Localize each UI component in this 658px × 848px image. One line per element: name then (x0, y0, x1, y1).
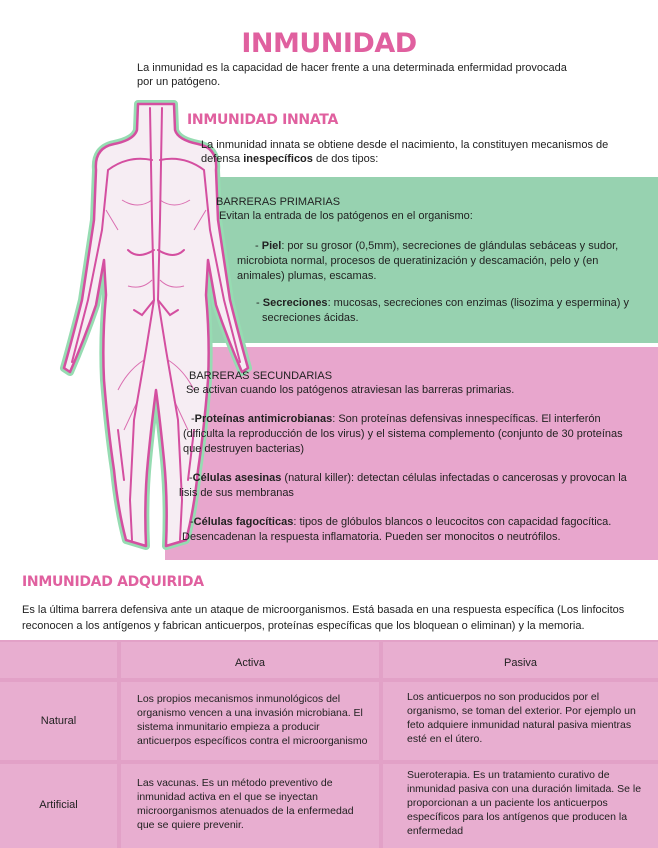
row-label-artificial: Artificial (0, 764, 117, 848)
fagociticas-label: Células fagocíticas (193, 516, 294, 528)
fagociticas-item: -Células fagocíticas: tipos de glóbulos blancos o leucocitos con capacidad fagocítica. Desencadenan la respuesta inflamatoria. Pueden ser monocitos o neutrófilos. (182, 516, 612, 543)
asesinas-label: Células asesinas (192, 472, 282, 484)
fagociticas-text: : tipos de glóbulos blancos o leucocitos con capacidad fagocítica. Desencadenan la respuesta inflamatoria. Pueden ser monocitos o neutrófilos. (182, 516, 612, 543)
piel-label: Piel (261, 240, 282, 252)
acquired-immunity-description: Es la última barrera defensiva ante un ataque de microorganismos. Está basada en una respuesta específica (Los linfocitos reconocen a los antígenos y fabrican anticuerpos, proteínas específicas que los bloquean o eliminan) y la memoria. (22, 604, 625, 632)
secreciones-item: - Secreciones: mucosas, secreciones con enzimas (lisozima y espermina) y secreciones ácidas. (256, 297, 629, 324)
primary-barriers-subtitle: Evitan la entrada de los patógenos en el organismo: (219, 210, 473, 222)
proteinas-label: Proteínas antimicrobianas (194, 413, 333, 425)
secreciones-label: Secreciones (262, 297, 328, 309)
innate-immunity-heading: INMUNIDAD INNATA (187, 112, 338, 128)
primary-barriers-title: BARRERAS PRIMARIAS (216, 196, 341, 208)
innate-desc-bold: inespecíficos (243, 153, 313, 165)
proteinas-item: -Proteínas antimicrobianas: Son proteínas defensivas innespecíficas. El interferón (dificulta la reproducción de los virus) y el sistema complemento (conjunto de 30 proteínas que destruyen bacterias) (183, 413, 623, 455)
cell-artificial-activa: Las vacunas. Es un método preventivo de inmunidad activa en el que se inyectan microorganismos atenuados de la enfermedad que se quiere prevenir. (121, 764, 379, 848)
row-label-natural: Natural (0, 682, 117, 760)
asesinas-item: -Células asesinas (natural killer): detectan células infectadas o cancerosas y provocan la lisis de sus membranas (179, 472, 627, 499)
innate-immunity-description (201, 138, 641, 166)
cell-artificial-pasiva: Sueroterapia. Es un tratamiento curativo de inmunidad pasiva con una duración limitada. Se le proporcionan a un paciente los anticuerpos específicos para los antígenos que producen la enfermedad (383, 764, 658, 848)
table-corner-cell (0, 642, 117, 678)
piel-item: - Piel: por su grosor (0,5mm), secreciones de glándulas sebáceas y sudor, microbiota normal, procesos de queratinización y descamación, pelo y (en animales) plumas, escamas. (237, 240, 619, 282)
cell-natural-activa: Los propios mecanismos inmunológicos del organismo vencen a una invasión microbiana. El sistema inmunitario empieza a producir anticuerpos específicos contra el microorganismo (121, 682, 379, 760)
acquired-immunity-heading: INMUNIDAD ADQUIRIDA (22, 574, 204, 590)
cell-natural-pasiva: Los anticuerpos no son producidos por el organismo, se toman del exterior. Por ejemplo un feto adquiere inmunidad natural pasiva mientras esté en el útero. (383, 682, 658, 760)
piel-text: : por su grosor (0,5mm), secreciones de glándulas sebáceas y sudor, microbiota normal, procesos de queratinización y descamación, pelo y (en animales) plumas, escamas. (237, 240, 619, 282)
proteinas-text: : Son proteínas defensivas innespecíficas. El interferón (dificulta la reproducción de los virus) y el sistema complemento (conjunto de 30 proteínas que destruyen bacterias) (183, 413, 623, 455)
innate-desc-text: La inmunidad innata se obtiene desde el nacimiento, la constituyen mecanismos de defensa (201, 139, 609, 165)
page-title: INMUNIDAD (241, 28, 417, 59)
header-pasiva: Pasiva (383, 642, 658, 678)
secondary-barriers-subtitle: Se activan cuando los patógenos atraviesan las barreras primarias. (186, 384, 515, 396)
asesinas-text: (natural killer): detectan células infectadas o cancerosas y provocan la lisis de sus membranas (179, 472, 627, 499)
innate-desc-tail: de dos tipos: (312, 153, 379, 165)
intro-text: La inmunidad es la capacidad de hacer frente a una determinada enfermidad provocada por un patógeno. (137, 62, 567, 88)
secreciones-text: : mucosas, secreciones con enzimas (lisozima y espermina) y secreciones ácidas. (262, 297, 629, 324)
secondary-barriers-title: BARRERAS SECUNDARIAS (189, 370, 333, 382)
header-activa: Activa (121, 642, 379, 678)
immunity-table (0, 640, 658, 848)
